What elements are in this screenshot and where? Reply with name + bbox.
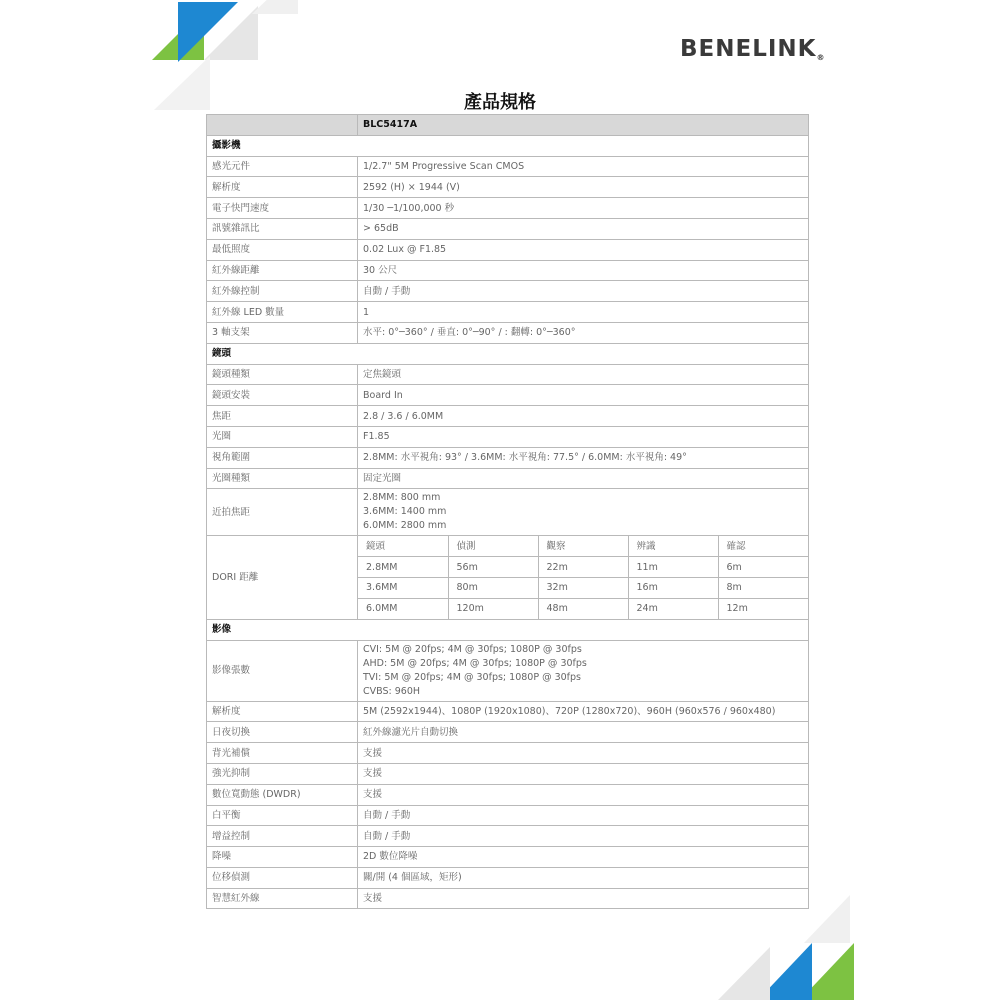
brand-logo: BENELINK® bbox=[680, 36, 825, 62]
spec-label: 鏡頭安裝 bbox=[207, 385, 358, 406]
dori-cell: 32m bbox=[538, 578, 628, 599]
spec-value: 支援 bbox=[358, 784, 809, 805]
model-header-row bbox=[207, 115, 809, 136]
spec-row bbox=[207, 281, 809, 302]
value-line: CVBS: 960H bbox=[363, 685, 421, 697]
spec-row bbox=[207, 426, 809, 447]
spec-label: 增益控制 bbox=[207, 826, 358, 847]
spec-label: 數位寬動態 (DWDR) bbox=[207, 784, 358, 805]
spec-value: 2.8 / 3.6 / 6.0MM bbox=[358, 406, 809, 427]
model-name: BLC5417A bbox=[358, 115, 809, 136]
dori-header-cell: 觀察 bbox=[538, 536, 628, 557]
spec-row bbox=[207, 701, 809, 722]
spec-value: 0.02 Lux @ F1.85 bbox=[358, 239, 809, 260]
dori-data-row bbox=[358, 578, 808, 599]
spec-value: 自動 / 手動 bbox=[358, 826, 809, 847]
spec-label: 光圈 bbox=[207, 426, 358, 447]
spec-label: 視角範圍 bbox=[207, 447, 358, 468]
spec-label: 降噪 bbox=[207, 847, 358, 868]
dori-data-row bbox=[358, 598, 808, 619]
spec-row bbox=[207, 805, 809, 826]
spec-value: 1/30 ─1/100,000 秒 bbox=[358, 198, 809, 219]
frame-rate-row-label: 影像張數 bbox=[207, 640, 358, 701]
spec-value: 2592 (H) × 1944 (V) bbox=[358, 177, 809, 198]
spec-value: 1/2.7" 5M Progressive Scan CMOS bbox=[358, 156, 809, 177]
dori-header-cell: 確認 bbox=[718, 536, 808, 557]
spec-row bbox=[207, 784, 809, 805]
spec-row bbox=[207, 406, 809, 427]
spec-label: 解析度 bbox=[207, 177, 358, 198]
value-line: TVI: 5M @ 20fps; 4M @ 30fps; 1080P @ 30fps bbox=[363, 671, 582, 683]
spec-row bbox=[207, 156, 809, 177]
dori-data-row bbox=[358, 557, 808, 578]
spec-value: F1.85 bbox=[358, 426, 809, 447]
spec-label: 3 軸支架 bbox=[207, 322, 358, 343]
spec-label: 紅外線 LED 數量 bbox=[207, 302, 358, 323]
dori-host bbox=[358, 536, 809, 619]
spec-row bbox=[207, 826, 809, 847]
spec-row bbox=[207, 302, 809, 323]
spec-value: > 65dB bbox=[358, 218, 809, 239]
dori-header-cell: 辨識 bbox=[628, 536, 718, 557]
spec-value: 支援 bbox=[358, 888, 809, 909]
value-line: 3.6MM: 1400 mm bbox=[363, 506, 447, 518]
section-image-label: 影像 bbox=[207, 619, 809, 640]
model-header-empty bbox=[207, 115, 358, 136]
dori-cell: 24m bbox=[628, 598, 718, 619]
spec-value: 5M (2592x1944)、1080P (1920x1080)、720P (1280x720)、960H (960x576 / 960x480) bbox=[358, 701, 809, 722]
section-image bbox=[207, 619, 809, 640]
dori-header-row bbox=[358, 536, 808, 557]
dori-cell: 22m bbox=[538, 557, 628, 578]
spec-label: 智慧紅外線 bbox=[207, 888, 358, 909]
dori-cell: 8m bbox=[718, 578, 808, 599]
spec-label: 最低照度 bbox=[207, 239, 358, 260]
dori-header-cell: 鏡頭 bbox=[358, 536, 448, 557]
spec-table bbox=[206, 114, 809, 909]
dori-cell: 11m bbox=[628, 557, 718, 578]
spec-value: 固定光圈 bbox=[358, 468, 809, 489]
section-camera bbox=[207, 135, 809, 156]
dori-cell: 16m bbox=[628, 578, 718, 599]
dori-cell: 6.0MM bbox=[358, 598, 448, 619]
spec-value: 關/開 (4 個區域，矩形) bbox=[358, 867, 809, 888]
dori-header-cell: 偵測 bbox=[448, 536, 538, 557]
dori-cell: 2.8MM bbox=[358, 557, 448, 578]
spec-row bbox=[207, 468, 809, 489]
dori-cell: 48m bbox=[538, 598, 628, 619]
spec-label: 位移偵測 bbox=[207, 867, 358, 888]
spec-row bbox=[207, 447, 809, 468]
spec-value: 自動 / 手動 bbox=[358, 281, 809, 302]
spec-label: 鏡頭種類 bbox=[207, 364, 358, 385]
spec-row bbox=[207, 177, 809, 198]
value-line: 6.0MM: 2800 mm bbox=[363, 520, 447, 532]
spec-label: 光圈種類 bbox=[207, 468, 358, 489]
spec-value: Board In bbox=[358, 385, 809, 406]
dori-row bbox=[207, 536, 809, 619]
spec-value: 30 公尺 bbox=[358, 260, 809, 281]
spec-row bbox=[207, 239, 809, 260]
dori-label: DORI 距離 bbox=[207, 536, 358, 619]
spec-row bbox=[207, 763, 809, 784]
dori-cell: 12m bbox=[718, 598, 808, 619]
dori-cell: 6m bbox=[718, 557, 808, 578]
spec-row bbox=[207, 218, 809, 239]
spec-row bbox=[207, 847, 809, 868]
spec-label: 背光補償 bbox=[207, 743, 358, 764]
spec-label: 紅外線控制 bbox=[207, 281, 358, 302]
spec-label: 紅外線距離 bbox=[207, 260, 358, 281]
spec-row bbox=[207, 364, 809, 385]
spec-label: 訊號雜訊比 bbox=[207, 218, 358, 239]
spec-row bbox=[207, 888, 809, 909]
dori-cell: 56m bbox=[448, 557, 538, 578]
value-line: AHD: 5M @ 20fps; 4M @ 30fps; 1080P @ 30fps bbox=[363, 657, 587, 669]
spec-value: 紅外線濾光片自動切換 bbox=[358, 722, 809, 743]
section-lens-label: 鏡頭 bbox=[207, 343, 809, 364]
value-line: CVI: 5M @ 20fps; 4M @ 30fps; 1080P @ 30fps bbox=[363, 643, 582, 655]
spec-label: 感光元件 bbox=[207, 156, 358, 177]
dori-cell: 80m bbox=[448, 578, 538, 599]
spec-label: 電子快門速度 bbox=[207, 198, 358, 219]
dori-table bbox=[358, 536, 808, 618]
spec-value: 定焦鏡頭 bbox=[358, 364, 809, 385]
spec-row bbox=[207, 743, 809, 764]
section-camera-label: 攝影機 bbox=[207, 135, 809, 156]
near-focus-row bbox=[207, 489, 809, 536]
spec-value: 水平: 0°─360° / 垂直: 0°─90° / : 翻轉: 0°─360° bbox=[358, 322, 809, 343]
frame-rate-row bbox=[207, 640, 809, 701]
spec-row bbox=[207, 260, 809, 281]
spec-label: 日夜切換 bbox=[207, 722, 358, 743]
section-lens bbox=[207, 343, 809, 364]
spec-value: 自動 / 手動 bbox=[358, 805, 809, 826]
spec-label: 解析度 bbox=[207, 701, 358, 722]
page-title: 產品規格 bbox=[464, 92, 536, 113]
near-focus-row-value bbox=[358, 489, 809, 536]
spec-value: 1 bbox=[358, 302, 809, 323]
spec-label: 強光抑制 bbox=[207, 763, 358, 784]
spec-label: 焦距 bbox=[207, 406, 358, 427]
dori-cell: 120m bbox=[448, 598, 538, 619]
spec-row bbox=[207, 322, 809, 343]
spec-value: 2.8MM: 水平視角: 93° / 3.6MM: 水平視角: 77.5° / 6.0MM: 水平視角: 49° bbox=[358, 447, 809, 468]
spec-row bbox=[207, 198, 809, 219]
spec-row bbox=[207, 722, 809, 743]
frame-rate-row-value bbox=[358, 640, 809, 701]
spec-value: 支援 bbox=[358, 763, 809, 784]
near-focus-row-label: 近拍焦距 bbox=[207, 489, 358, 536]
spec-value: 2D 數位降噪 bbox=[358, 847, 809, 868]
dori-cell: 3.6MM bbox=[358, 578, 448, 599]
spec-label: 白平衡 bbox=[207, 805, 358, 826]
spec-row bbox=[207, 385, 809, 406]
value-line: 2.8MM: 800 mm bbox=[363, 492, 441, 504]
spec-row bbox=[207, 867, 809, 888]
spec-value: 支援 bbox=[358, 743, 809, 764]
